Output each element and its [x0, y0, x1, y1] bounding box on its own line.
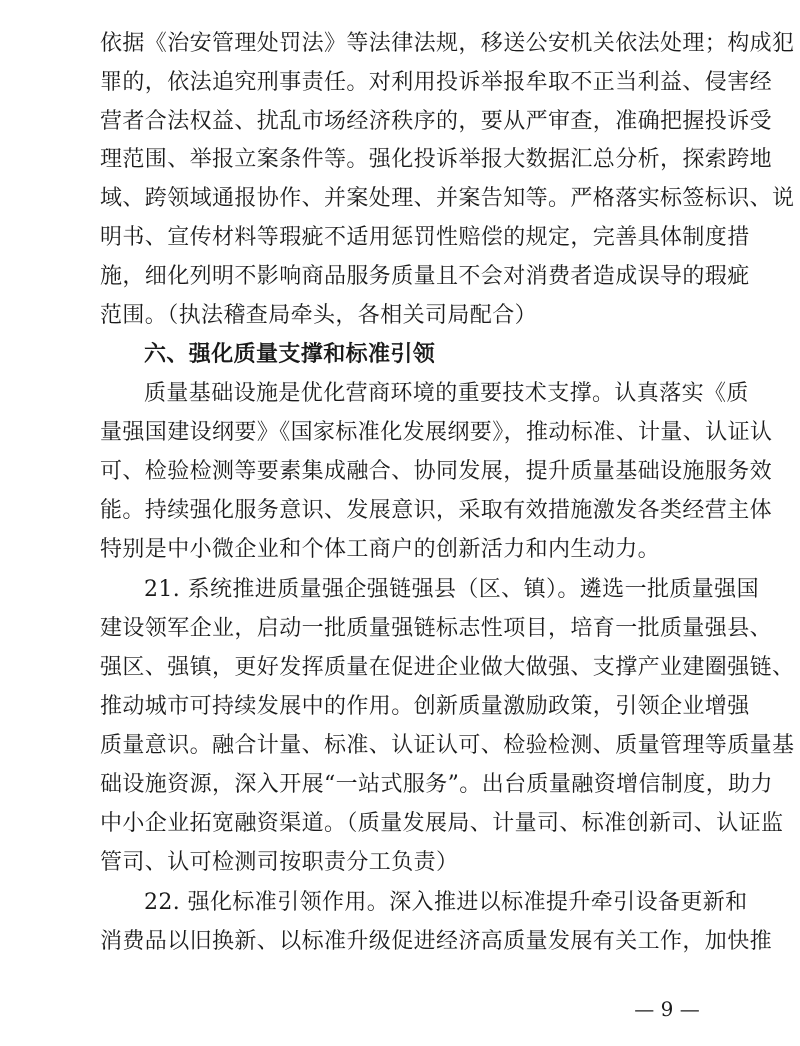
text-line: 中小企业拓宽融资渠道。（质量发展局、计量司、标准创新司、认证监	[100, 811, 784, 836]
text-line: 量强国建设纲要》《国家标准化发展纲要》，推动标准、计量、认证认	[100, 420, 773, 445]
text-line: 建设领军企业，启动一批质量强链标志性项目，培育一批质量强县、	[100, 616, 773, 641]
text-line: 范围。（执法稽查局牵头，各相关司局配合）	[100, 303, 538, 328]
text-line: 能。持续强化服务意识、发展意识，采取有效措施激发各类经营主体	[100, 498, 773, 523]
text-line: 推动城市可持续发展中的作用。创新质量激励政策，引领企业增强	[100, 694, 750, 719]
text-line: 依据《治安管理处罚法》等法律法规，移送公安机关依法处理；构成犯	[100, 31, 795, 56]
text-line: 施，细化列明不影响商品服务质量且不会对消费者造成误导的瑕疵	[100, 264, 750, 289]
text-line: 理范围、举报立案条件等。强化投诉举报大数据汇总分析，探索跨地	[100, 147, 773, 172]
text-line: 域、跨领域通报协作、并案处理、并案告知等。严格落实标签标识、说	[100, 186, 795, 211]
text-line: 罪的，依法追究刑事责任。对利用投诉举报牟取不正当利益、侵害经	[100, 70, 773, 95]
text-line: 质量基础设施是优化营商环境的重要技术支撑。认真落实《质	[144, 381, 749, 406]
text-line: 管司、认可检测司按职责分工负责）	[100, 850, 459, 875]
text-line: 础设施资源，深入开展“一站式服务”。出台质量融资增信制度，助力	[100, 772, 773, 797]
text-line: 质量意识。融合计量、标准、认证认可、检验检测、质量管理等质量基	[100, 733, 795, 758]
page-number: — 9 —	[634, 997, 700, 1021]
text-line: 强区、强镇，更好发挥质量在促进企业做大做强、支撑产业建圈强链、	[100, 655, 795, 680]
text-line: 21. 系统推进质量强企强链强县（区、镇）。遴选一批质量强国	[144, 577, 759, 602]
text-line: 特别是中小微企业和个体工商户的创新活力和内生动力。	[100, 537, 661, 562]
text-line: 可、检验检测等要素集成融合、协同发展，提升质量基础设施服务效	[100, 459, 773, 484]
text-line: 明书、宣传材料等瑕疵不适用惩罚性赔偿的规定，完善具体制度措	[100, 225, 750, 250]
text-line: 消费品以旧换新、以标准升级促进经济高质量发展有关工作，加快推	[100, 929, 773, 954]
text-line: 22. 强化标准引领作用。深入推进以标准提升牵引设备更新和	[144, 890, 748, 915]
section-heading: 六、强化质量支撑和标准引领	[144, 342, 436, 367]
text-line: 营者合法权益、扰乱市场经济秩序的，要从严审查，准确把握投诉受	[100, 109, 773, 134]
